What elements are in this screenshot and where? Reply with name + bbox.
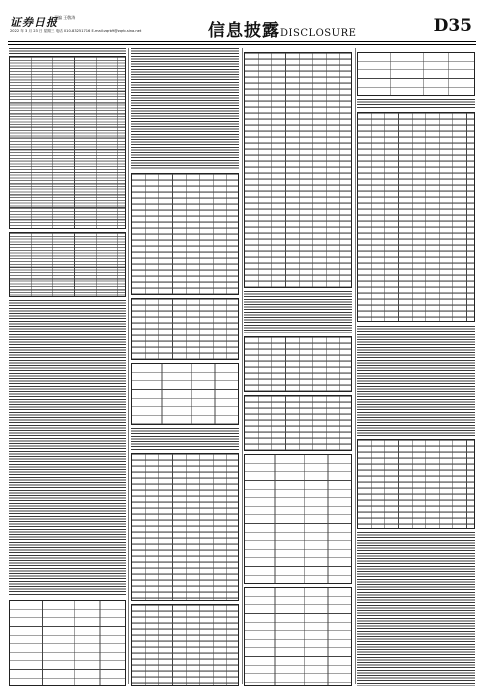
column-2 <box>131 48 239 688</box>
data-table <box>131 453 239 601</box>
header-rule-thin <box>8 44 476 45</box>
column-divider <box>242 48 243 684</box>
section-title-en: DISCLOSURE <box>280 28 357 39</box>
column-divider <box>128 48 129 684</box>
column-4 <box>357 48 475 688</box>
data-table <box>244 454 352 584</box>
page-number: D35 <box>433 16 472 36</box>
data-table <box>131 173 239 295</box>
data-table <box>131 604 239 686</box>
column-divider <box>355 48 356 684</box>
dateline: 2022 年 3 月 23 日 星期三 电话 010-83251716 E-mail:zqrb9@zqrb.sina.net <box>10 29 142 33</box>
data-table <box>131 363 239 425</box>
text-block <box>131 48 239 170</box>
text-block <box>9 48 126 54</box>
newspaper-logo: 证券日报 <box>10 16 58 29</box>
text-block <box>357 326 475 436</box>
text-block <box>357 99 475 109</box>
column-3 <box>244 48 352 688</box>
header-rule <box>8 41 476 42</box>
disclosure-table <box>9 232 126 297</box>
data-table <box>244 587 352 686</box>
data-table <box>357 439 475 529</box>
disclosure-table <box>9 56 126 229</box>
data-table <box>357 112 475 322</box>
text-block <box>357 532 475 686</box>
text-block <box>131 428 239 450</box>
section-title <box>208 16 356 41</box>
text-block <box>244 291 352 333</box>
masthead <box>8 14 476 44</box>
data-table <box>244 395 352 451</box>
column-1 <box>9 48 126 688</box>
editor-credit: 责编 王敬涛 <box>54 15 76 20</box>
text-block <box>9 300 126 596</box>
data-table <box>357 52 475 96</box>
data-table <box>244 336 352 392</box>
data-table <box>9 600 126 686</box>
data-table <box>131 298 239 360</box>
section-title-cn: 信息披露 <box>208 21 280 41</box>
data-table <box>244 52 352 288</box>
